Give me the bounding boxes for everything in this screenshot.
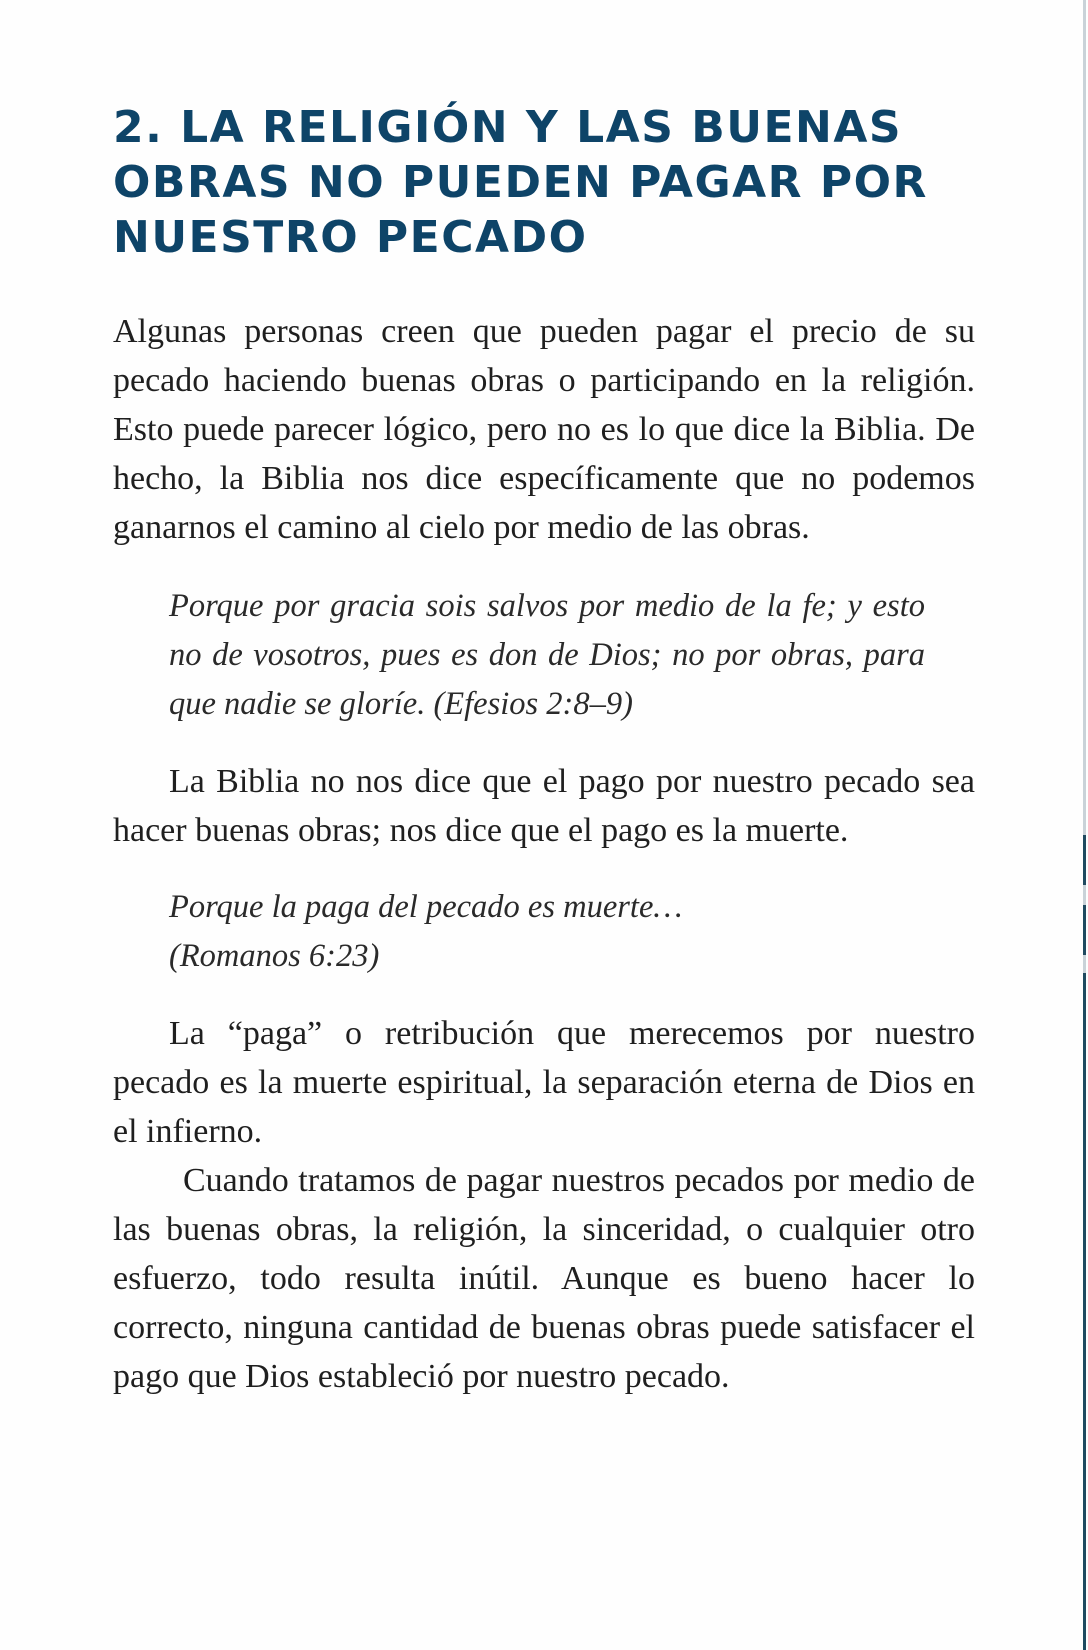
paragraph-2: La Biblia no nos dice que el pago por nuestro pecado sea hacer buenas obras; nos dice que el pago es la muerte. <box>113 763 975 849</box>
scripture-quote-efesios: Porque por gracia sois salvos por medio de la fe; y esto no de vosotros, pues es don de Dios; no por obras, para que nadie se gloríe. (Efesios 2:8–9) <box>169 588 925 722</box>
quote-line: Porque la paga del pecado es muerte… <box>169 889 683 925</box>
section-heading: 2. LA RELIGIÓN Y LAS BUENAS OBRAS NO PUEDEN PAGAR POR NUESTRO PECADO <box>113 102 928 263</box>
page-edge-tab <box>1083 905 1086 955</box>
page-edge-tab <box>1083 973 1086 1650</box>
paragraph-3: La “paga” o retribución que merecemos por nuestro pecado es la muerte espiritual, la separación eterna de Dios en el infierno. <box>113 1015 975 1150</box>
paragraph-4: Cuando tratamos de pagar nuestros pecados por medio de las buenas obras, la religión, la sinceridad, o cualquier otro esfuerzo, todo resulta inútil. Aunque es bueno hacer lo correcto, ninguna cantidad de buenas obras puede satisfacer el pago que Dios estableció por nuestro pecado. <box>113 1162 975 1395</box>
page-edge-tab <box>1083 835 1086 885</box>
paragraph-1: Algunas personas creen que pueden pagar el precio de su pecado haciendo buenas obras o participando en la religión. Esto puede parecer lógico, pero no es lo que dice la Biblia. De hecho, la Biblia nos dice específicamente que no podemos ganarnos el camino al cielo por medio de las obras. <box>113 313 975 546</box>
document-page <box>113 100 975 1401</box>
scripture-quote-romanos <box>113 883 975 981</box>
quote-reference: (Romanos 6:23) <box>169 938 380 974</box>
